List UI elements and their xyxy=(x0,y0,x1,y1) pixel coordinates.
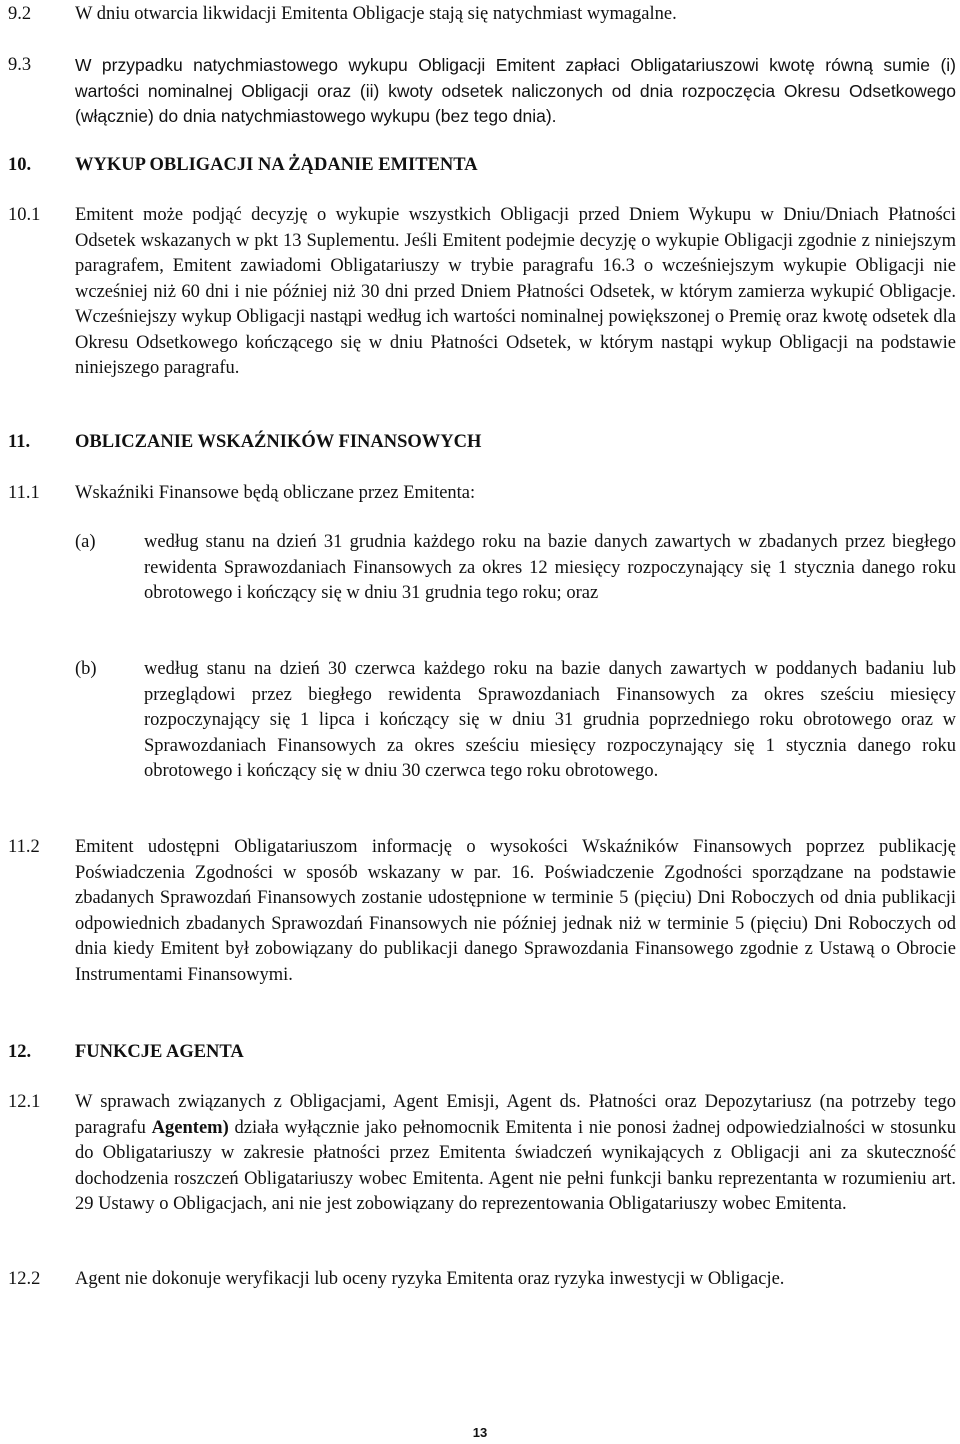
paragraph-number: 12.2 xyxy=(8,1269,41,1289)
paragraph-number: 9.3 xyxy=(8,55,32,75)
paragraph-number: 11.1 xyxy=(8,483,40,503)
section-title: OBLICZANIE WSKAŹNIKÓW FINANSOWYCH xyxy=(75,432,482,452)
paragraph-text-after: działa wyłącznie jako pełnomocnik Emitenta i nie ponosi żadnej odpowiedzialności w stosunku do Obligatariuszy w zakresie płatności przez Emitenta świadczeń wynikających z Obligacji ani za skuteczność dochodzenia roszczeń Obligatariuszy wobec Emitenta. Agent nie pełni funkcji banku reprezentanta w rozumieniu art. 29 Ustawy o Obligacjach, ani nie jest zobowiązany do reprezentowania Obligatariuszy wobec Emitenta. xyxy=(75,1117,956,1214)
list-item-text: według stanu na dzień 30 czerwca każdego roku na bazie danych zawartych w poddanych badaniu lub przeglądowi przez biegłego rewidenta Sprawozdaniach Finansowych za okres sześciu miesięcy rozpoczynający się 1 lipca i kończący się w dniu 31 grudnia poprzedniego roku obrotowego oraz w Sprawozdaniach Finansowych za okres sześciu miesięcy rozpoczynający się 1 stycznia danego roku obrotowego i kończący się w dniu 30 czerwca tego roku obrotowego. xyxy=(144,659,956,781)
paragraph-text xyxy=(75,1090,956,1218)
section-number: 12. xyxy=(8,1042,32,1062)
paragraph-number: 11.2 xyxy=(8,837,40,857)
paragraph-text: Wskaźniki Finansowe będą obliczane przez Emitenta: xyxy=(75,483,476,503)
paragraph-number: 9.2 xyxy=(8,4,32,24)
paragraph-text: Agent nie dokonuje weryfikacji lub oceny ryzyka Emitenta oraz ryzyka inwestycji w Obligacje. xyxy=(75,1269,785,1289)
paragraph-text: W przypadku natychmiastowego wykupu Obligacji Emitent zapłaci Obligatariuszowi kwotę równą sumie (i) wartości nominalnej Obligacji oraz (ii) kwoty odsetek naliczonych od dnia rozpoczęcia Okresu Odsetkowego (włącznie) do dnia natychmiastowego wykupu (bez tego dnia). xyxy=(75,55,956,126)
section-number: 10. xyxy=(8,155,32,175)
paragraph-text: W dniu otwarcia likwidacji Emitenta Obligacje stają się natychmiast wymagalne. xyxy=(75,4,677,24)
paragraph-number: 10.1 xyxy=(8,205,41,225)
section-number: 11. xyxy=(8,432,31,452)
paragraph-number: 12.1 xyxy=(8,1092,41,1112)
paragraph-text: Emitent udostępni Obligatariuszom informację o wysokości Wskaźników Finansowych poprzez publikację Poświadczenia Zgodności w sposób wskazany w par. 16. Poświadczenie Zgodności sporządzane na podstawie zbadanych Sprawozdań Finansowych zostanie udostępnione w terminie 5 (pięciu) Dni Roboczych od dnia publikacji odpowiednich zbadanych Sprawozdań Finansowych nie później jednak niż w terminie 5 (pięciu) Dni Roboczych od dnia kiedy Emitent był zobowiązany do publikacji danego Sprawozdania Finansowego zgodnie z Ustawą o Obrocie Instrumentami Finansowymi. xyxy=(75,837,956,985)
list-item-label: (a) xyxy=(75,532,96,552)
list-item-text: według stanu na dzień 31 grudnia każdego roku na bazie danych zawartych w zbadanych przez biegłego rewidenta Sprawozdaniach Finansowych za okres 12 miesięcy rozpoczynający się 1 stycznia danego roku obrotowego i kończący się w dniu 31 grudnia tego roku; oraz xyxy=(144,532,956,603)
page-number: 13 xyxy=(472,1425,488,1440)
paragraph-text-before: W sprawach związanych z Obligacjami, Agent Emisji, Agent ds. Płatności oraz Depozytariusz (na potrzeby tego paragrafu xyxy=(75,1092,956,1138)
defined-term: Agentem) xyxy=(151,1117,229,1138)
paragraph-text: Emitent może podjąć decyzję o wykupie wszystkich Obligacji przed Dniem Wykupu w Dniu/Dniach Płatności Odsetek wskazanych w pkt 13 Suplementu. Jeśli Emitent podejmie decyzję o wykupie Obligacji zgodnie z niniejszym paragrafem, Emitent zawiadomi Obligatariuszy w trybie paragrafu 16.3 o wcześniejszym wykupie Obligacji nie wcześniej niż 60 dni i nie później niż 30 dni przed Dniem Płatności Odsetek, w którym zamierza wykupić Obligacje. Wcześniejszy wykup Obligacji nastąpi według ich wartości nominalnej powiększonej o Premię oraz kwotę odsetek dla Okresu Odsetkowego kończącego się w dniu Płatności Odsetek, w którym nastąpi wykup Obligacji na podstawie niniejszego paragrafu. xyxy=(75,205,956,378)
section-title: WYKUP OBLIGACJI NA ŻĄDANIE EMITENTA xyxy=(75,155,478,175)
list-item-label: (b) xyxy=(75,659,97,679)
section-title: FUNKCJE AGENTA xyxy=(75,1042,244,1062)
